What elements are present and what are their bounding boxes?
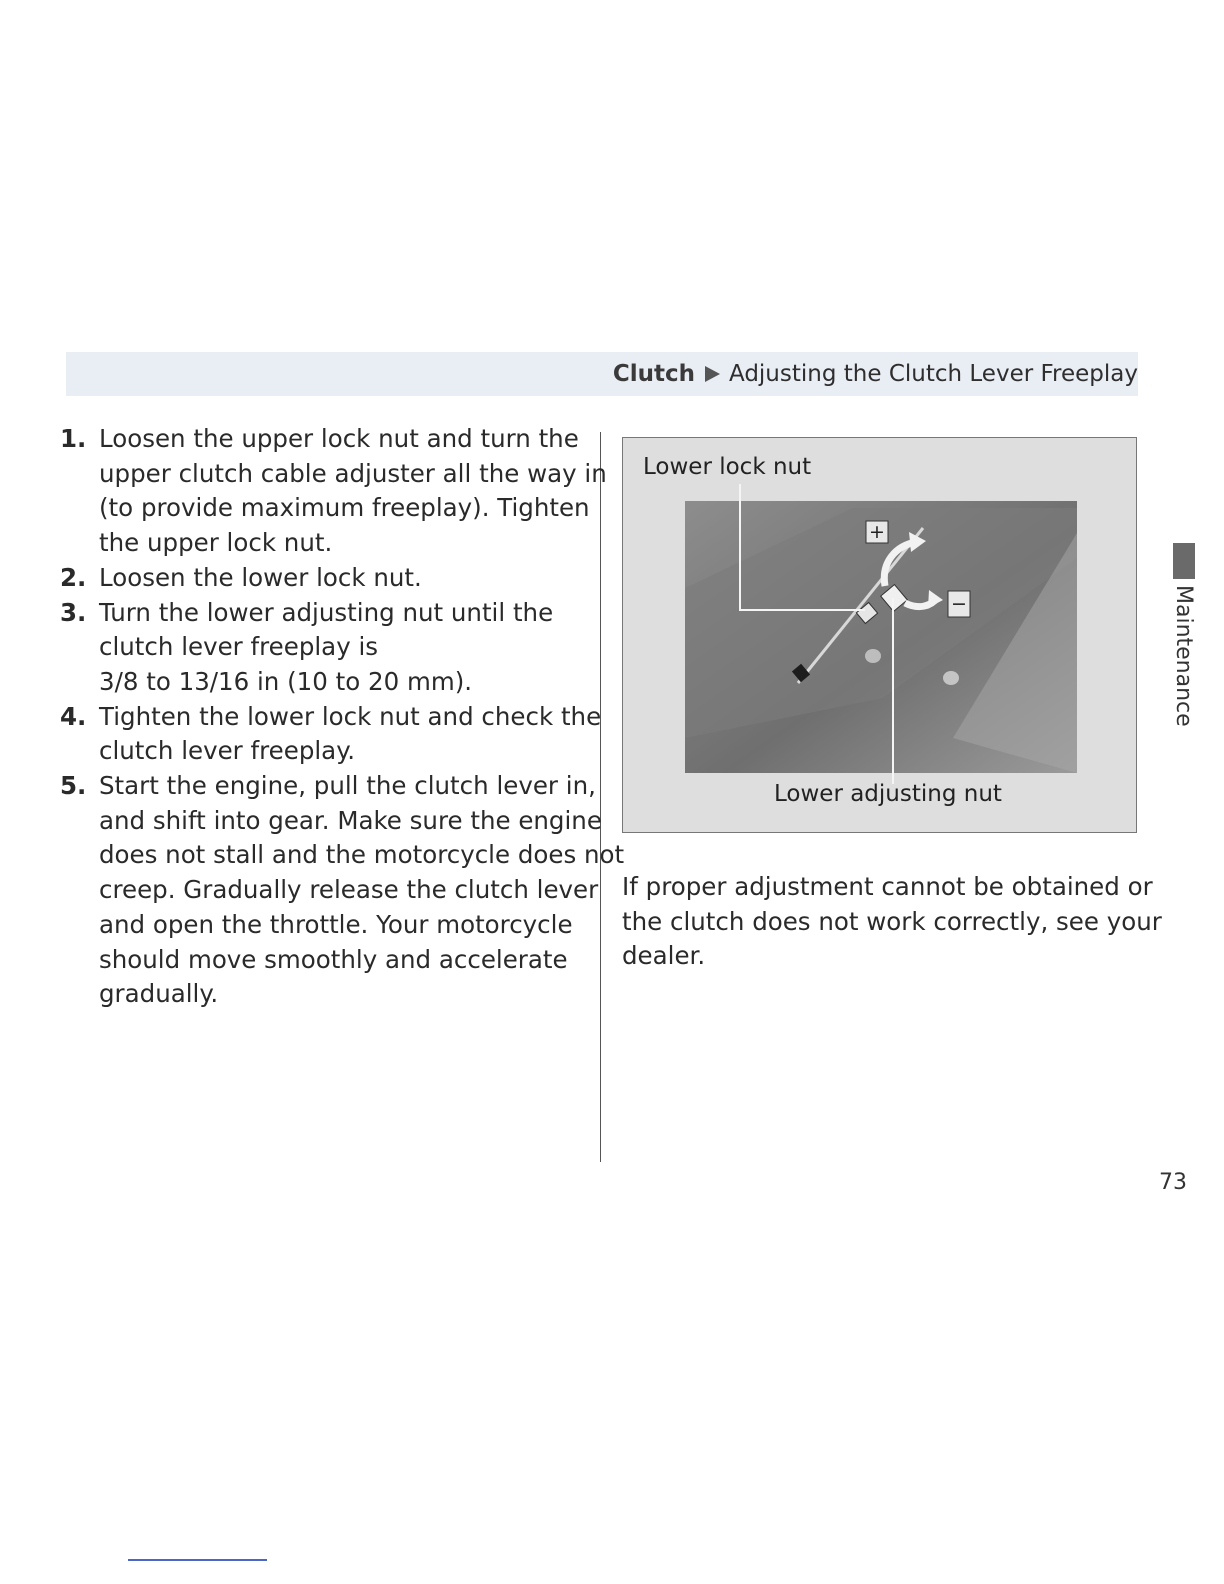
bolt-icon	[865, 649, 881, 663]
step-line: and open the throttle. Your motorcycle	[99, 909, 573, 939]
step-item	[60, 561, 590, 596]
step-text	[99, 769, 624, 1012]
step-text	[99, 596, 590, 700]
minus-symbol: −	[951, 593, 967, 615]
footer-rule	[128, 1559, 267, 1561]
step-line: the upper lock nut.	[99, 528, 333, 558]
step-line: clutch lever freeplay is	[99, 632, 379, 662]
step-text	[99, 561, 590, 596]
clutch-photo-illustration	[623, 438, 1137, 833]
step-line: Start the engine, pull the clutch lever in,	[99, 771, 596, 801]
clutch-adjuster-figure	[622, 437, 1137, 833]
step-line: clutch lever freeplay.	[99, 736, 355, 766]
step-line: 3/8 to 13/16 in (10 to 20 mm).	[99, 666, 473, 696]
plus-symbol: +	[869, 521, 885, 543]
note-paragraph	[622, 870, 1162, 974]
breadcrumb	[613, 358, 1138, 390]
side-tab-marker	[1173, 543, 1195, 579]
callout-lower-adjusting-nut: Lower adjusting nut	[774, 781, 1002, 807]
step-text	[99, 422, 607, 561]
step-line: does not stall and the motorcycle does not	[99, 840, 625, 870]
step-number: 1.	[60, 424, 87, 453]
callout-lower-lock-nut: Lower lock nut	[643, 454, 812, 480]
side-tab-label: Maintenance	[1171, 585, 1196, 727]
step-item	[60, 422, 607, 561]
step-line: gradually.	[99, 979, 219, 1009]
breadcrumb-section: Clutch	[612, 361, 695, 387]
breadcrumb-title: Adjusting the Clutch Lever Freeplay	[728, 361, 1138, 387]
step-line: Loosen the upper lock nut and turn the	[99, 424, 579, 453]
note-line: dealer.	[622, 941, 706, 971]
step-item	[60, 596, 590, 700]
step-line: (to provide maximum freeplay). Tighten	[99, 493, 590, 523]
step-line: upper clutch cable adjuster all the way in	[99, 458, 607, 488]
procedure-steps	[60, 422, 625, 1012]
step-line: Turn the lower adjusting nut until the	[99, 597, 554, 627]
step-line: Loosen the lower lock nut.	[99, 562, 422, 592]
step-line: and shift into gear. Make sure the engine	[99, 805, 602, 835]
step-number: 4.	[60, 701, 87, 731]
step-line: should move smoothly and accelerate	[99, 944, 568, 974]
note-line: If proper adjustment cannot be obtained or	[622, 872, 1153, 901]
step-text	[99, 700, 601, 769]
step-number: 3.	[60, 597, 87, 627]
note-line: the clutch does not work correctly, see your	[622, 906, 1162, 936]
step-number: 5.	[60, 771, 87, 801]
step-line: Tighten the lower lock nut and check the	[99, 701, 602, 731]
page-number: 73	[1159, 1170, 1187, 1195]
step-item	[60, 769, 625, 1012]
step-number: 2.	[60, 562, 87, 592]
bolt-icon	[943, 671, 959, 685]
step-item	[60, 700, 602, 769]
step-line: creep. Gradually release the clutch lever	[99, 875, 599, 905]
arrow-right-icon	[705, 366, 720, 382]
